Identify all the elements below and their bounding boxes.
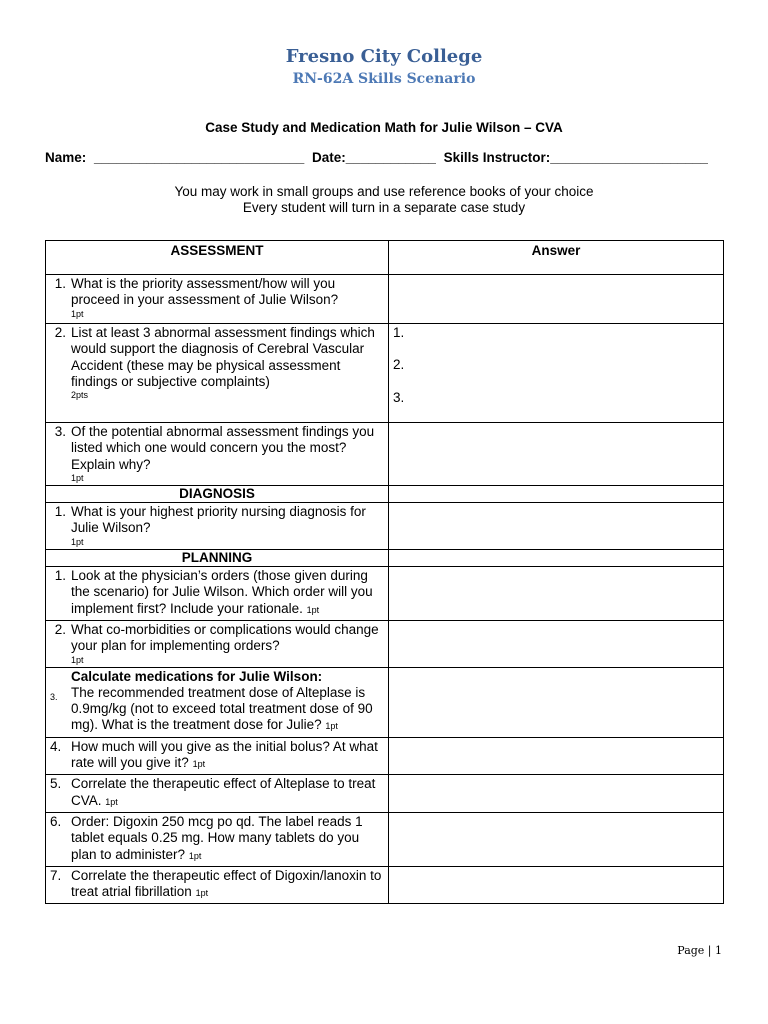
answer-cell[interactable]: [389, 324, 724, 423]
name-label: Name:: [45, 150, 87, 165]
question-number: 1.: [54, 276, 66, 291]
answer-cell[interactable]: [389, 667, 724, 737]
course-title: RN-62A Skills Scenario: [292, 71, 476, 87]
question-cell: [46, 503, 389, 550]
question-cell: [46, 620, 389, 667]
question-cell: [46, 567, 389, 621]
points-label: 1pt: [188, 850, 202, 861]
calculate-section-header: Calculate medications for Julie Wilson:: [71, 668, 323, 684]
answer-cell[interactable]: [389, 567, 724, 621]
answer-cell: [389, 549, 724, 566]
question-text: List at least 3 abnormal assessment findings which would support the diagnosis of Cerebral Vascular Accident (these may be physical assessment findings or subjective complaints): [71, 325, 375, 389]
date-label: Date:: [312, 150, 346, 165]
answer-number: 2.: [393, 357, 405, 373]
question-text: The recommended treatment dose of Alteplase is 0.9mg/kg (not to exceed total treatment dose of 90 mg). What is the treatment dose for Julie?: [71, 684, 373, 733]
question-number: 4.: [50, 738, 62, 754]
question-text: Correlate the therapeutic effect of Alteplase to treat CVA.: [71, 776, 376, 808]
instructor-label: Skills Instructor:: [443, 150, 551, 165]
question-number: 5.: [50, 776, 62, 792]
question-cell: [46, 667, 389, 737]
question-cell: [46, 324, 389, 423]
points-label: 1pt: [71, 536, 84, 547]
question-text: Order: Digoxin 250 mcg po qd. The label reads 1 tablet equals 0.25 mg. How many tablets do you plan to administer?: [71, 813, 363, 862]
answer-cell[interactable]: [389, 866, 724, 904]
points-label: 2pts: [71, 390, 89, 401]
instructions: [0, 184, 768, 216]
points-label: 1pt: [105, 796, 118, 807]
question-number: 1.: [54, 504, 66, 520]
question-text: How much will you give as the initial bolus? At what rate will you give it?: [71, 738, 378, 771]
question-cell: [46, 275, 389, 324]
answer-cell[interactable]: [389, 812, 724, 866]
answer-cell[interactable]: [389, 423, 724, 486]
question-cell: [46, 737, 389, 775]
page-number: Page | 1: [677, 944, 722, 957]
question-number: 3.: [50, 691, 58, 702]
answer-cell[interactable]: [389, 775, 724, 813]
points-label: 1pt: [306, 604, 320, 615]
case-study-table: [45, 240, 724, 904]
question-cell: [46, 775, 389, 813]
question-text: What co-morbidities or complications would change your plan for implementing orders?: [71, 621, 379, 654]
answer-cell: [389, 485, 724, 502]
student-info-fields: [45, 150, 708, 165]
planning-section-header: PLANNING: [46, 549, 389, 566]
question-cell: [46, 812, 389, 866]
diagnosis-section-header: DIAGNOSIS: [46, 485, 389, 502]
answer-number: 3.: [393, 389, 405, 405]
question-number: 7.: [50, 867, 62, 883]
instruction-line: Every student will turn in a separate case study: [242, 200, 526, 215]
question-text: Correlate the therapeutic effect of Digoxin/lanoxin to treat atrial fibrillation: [71, 867, 382, 900]
points-label: 1pt: [71, 308, 84, 319]
question-number: 1.: [54, 568, 66, 584]
answer-cell[interactable]: [389, 503, 724, 550]
question-number: 3.: [54, 424, 66, 439]
college-name: Fresno City College: [285, 46, 483, 67]
name-field[interactable]: ____________________________: [94, 150, 305, 165]
question-text: Look at the physician’s orders (those given during the scenario) for Julie Wilson. Which order will you implement first? Include your rationale.: [71, 568, 373, 616]
answer-number: 1.: [393, 325, 405, 340]
question-text: What is the priority assessment/how will you proceed in your assessment of Julie Wilson?: [71, 276, 339, 308]
question-number: 6.: [50, 813, 62, 829]
answer-column-header: Answer: [389, 241, 724, 275]
points-label: 1pt: [325, 721, 338, 732]
answer-cell[interactable]: [389, 737, 724, 775]
question-cell: [46, 423, 389, 486]
instruction-line: You may work in small groups and use reference books of your choice: [174, 184, 594, 199]
question-text: What is your highest priority nursing diagnosis for Julie Wilson?: [71, 504, 366, 536]
date-field[interactable]: ____________: [345, 150, 436, 165]
points-label: 1pt: [71, 472, 84, 483]
points-label: 1pt: [192, 759, 206, 770]
points-label: 1pt: [195, 888, 209, 899]
question-text: Of the potential abnormal assessment findings you listed which one would concern you the most? Explain why?: [71, 424, 375, 472]
assessment-column-header: ASSESSMENT: [46, 241, 389, 275]
answer-cell[interactable]: [389, 275, 724, 324]
document-title: Case Study and Medication Math for Julie Wilson – CVA: [205, 120, 563, 135]
answer-cell[interactable]: [389, 620, 724, 667]
points-label: 1pt: [71, 654, 84, 665]
instructor-field[interactable]: _____________________: [550, 150, 708, 165]
question-number: 2.: [54, 621, 66, 637]
question-number: 2.: [54, 325, 66, 340]
question-cell: [46, 866, 389, 904]
